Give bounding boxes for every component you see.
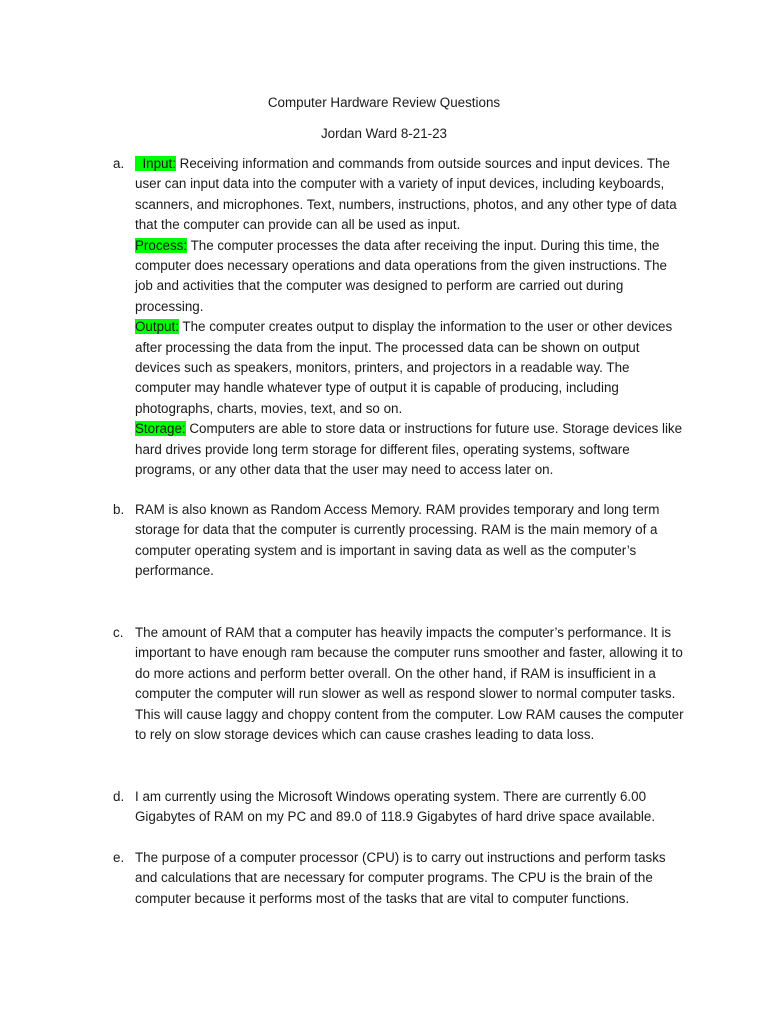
list-marker: d. xyxy=(113,789,125,804)
list-marker: a. xyxy=(113,156,125,171)
paragraph-process xyxy=(135,236,685,318)
list-item-body: I am currently using the Microsoft Windows operating system. There are currently 6.00 Gigabytes of RAM on my PC and 89.0 of 118.9 Gigabytes of hard drive space available. xyxy=(135,789,656,825)
list-marker: b. xyxy=(113,502,125,517)
author-line: Jordan Ward 8-21-23 xyxy=(320,126,448,141)
highlight-label-output: Output: xyxy=(135,319,179,335)
list-item-a xyxy=(113,154,685,481)
list-item-body xyxy=(135,154,685,481)
paragraph-input xyxy=(135,154,685,236)
paragraph-text: Receiving information and commands from outside sources and input devices. The user can input data into the computer with a variety of input devices, including keyboards, scanners, and microphones. Text, numbers, instructions, photos, and any other type of data that the computer can provide can all be used as input. xyxy=(135,156,677,233)
paragraph-text: Computers are able to store data or instructions for future use. Storage devices like hard drives provide long term storage for different files, operating systems, software programs, or any other data that the user may need to access later on. xyxy=(135,421,683,478)
list-item-d xyxy=(113,787,685,828)
document-title: Computer Hardware Review Questions xyxy=(267,95,501,110)
list-item-e xyxy=(113,848,685,909)
paragraph-output xyxy=(135,317,685,419)
list-marker: e. xyxy=(113,850,125,865)
list-item-c xyxy=(113,623,685,745)
highlight-label-input: Input: xyxy=(135,156,176,171)
paragraph-text: The computer creates output to display the information to the user or other devices after processing the data from the input. The processed data can be shown on output devices such as speakers, monitors, printers, and projectors in a readable way. The computer may handle whatever type of output it is capable of producing, including photographs, charts, movies, text, and so on. xyxy=(135,319,673,416)
paragraph-storage xyxy=(135,419,685,480)
list-marker: c. xyxy=(113,625,124,640)
paragraph-text: The computer processes the data after receiving the input. During this time, the computer does necessary operations and data operations from the given instructions. The job and activities that the computer was designed to perform are carried out during processing. xyxy=(135,237,667,314)
list-item-body: RAM is also known as Random Access Memory. RAM provides temporary and long term storage for data that the computer is currently processing. RAM is the main memory of a computer operating system and is important in saving data as well as the computer’s performance. xyxy=(135,502,660,579)
list-item-body: The purpose of a computer processor (CPU) is to carry out instructions and perform tasks and calculations that are necessary for computer programs. The CPU is the brain of the computer because it performs most of the tasks that are vital to computer functions. xyxy=(135,850,666,906)
list-item-body: The amount of RAM that a computer has heavily impacts the computer’s performance. It is important to have enough ram because the computer runs smoother and faster, allowing it to do more actions and perform better overall. On the other hand, if RAM is insufficient in a computer the computer will run slower as well as respond slower to normal computer tasks. This will cause laggy and choppy content from the computer. Low RAM causes the computer to rely on slow storage devices which can cause crashes leading to data loss. xyxy=(135,625,684,743)
highlight-label-storage: Storage: xyxy=(135,421,186,437)
highlight-label-process: Process: xyxy=(135,237,188,253)
list-item-b xyxy=(113,500,685,582)
